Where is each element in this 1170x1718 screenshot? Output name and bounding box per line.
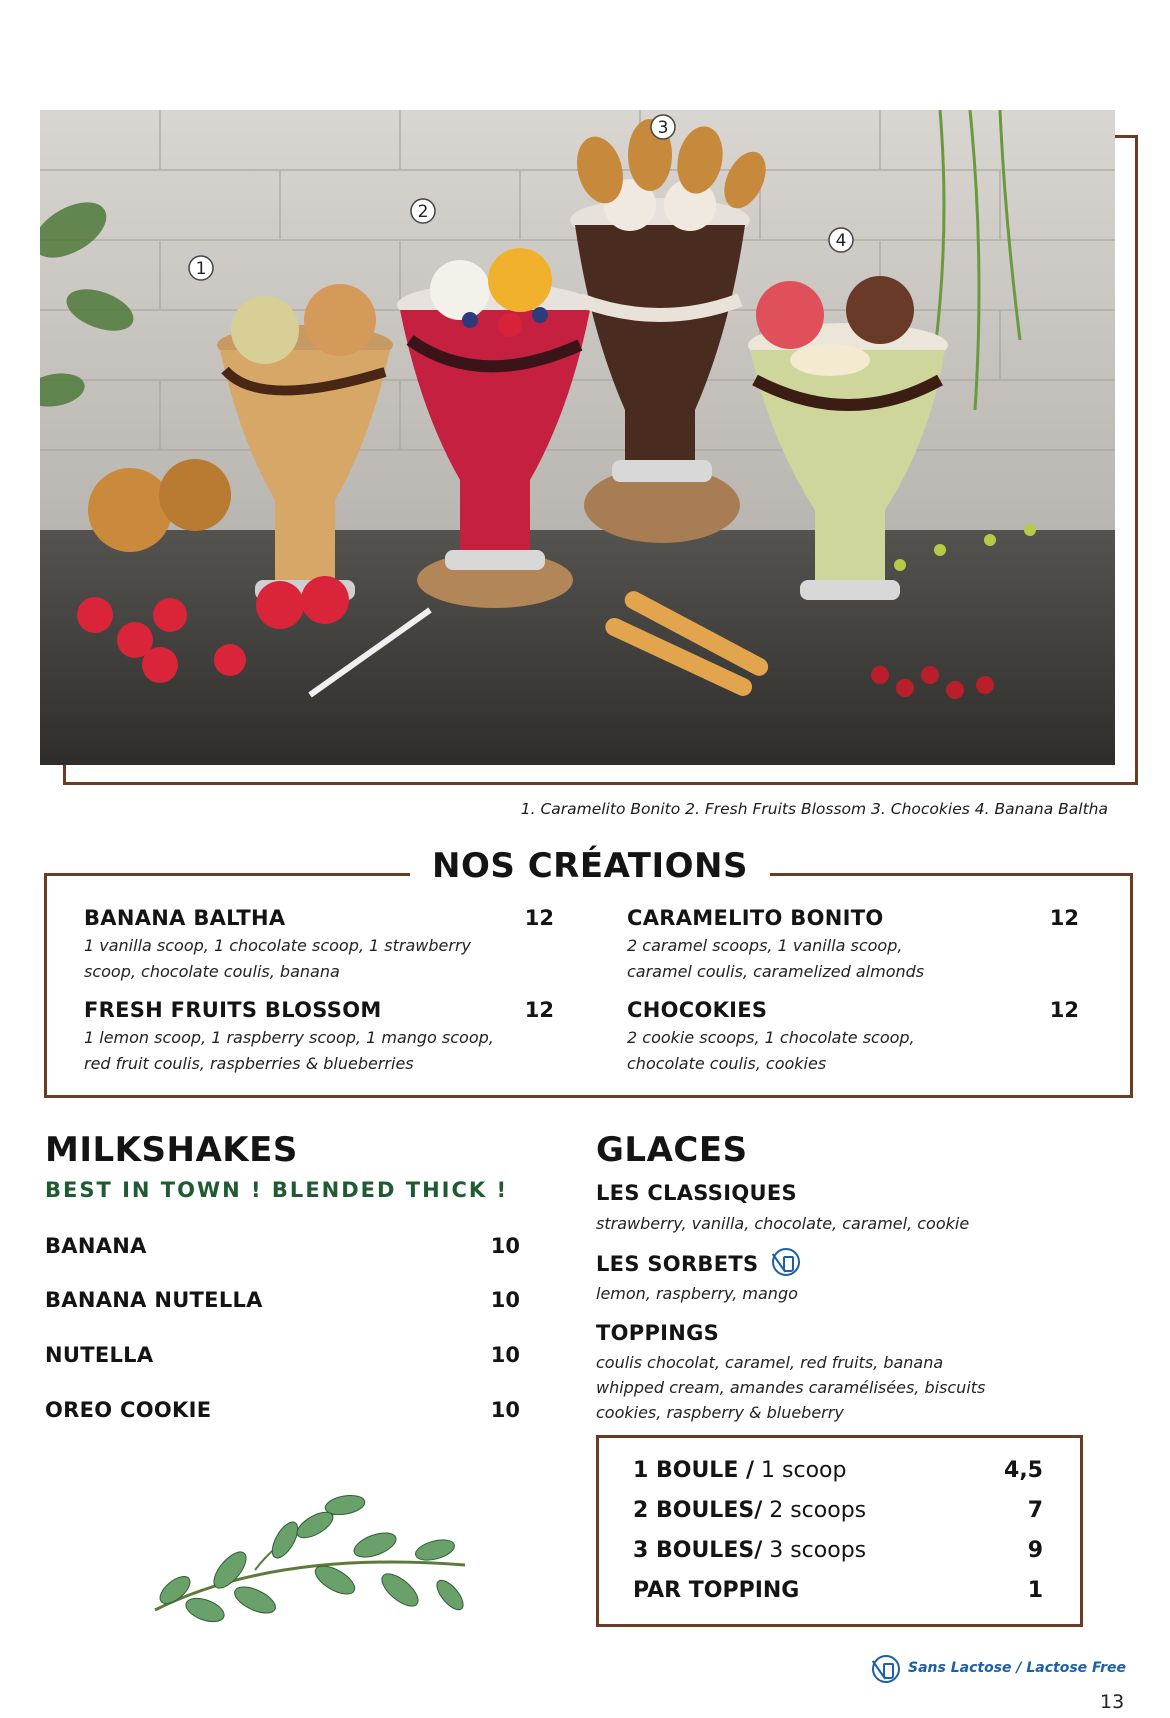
- dish-name: CARAMELITO BONITO: [627, 906, 884, 930]
- row-price: 9: [1027, 1538, 1043, 1563]
- milkshakes-title: MILKSHAKES: [45, 1130, 298, 1170]
- item-price: 10: [490, 1343, 520, 1367]
- dish-desc: [84, 1025, 554, 1077]
- classiques-desc: strawberry, vanilla, chocolate, caramel, cookie: [596, 1214, 970, 1233]
- dish-price: 12: [1049, 906, 1079, 930]
- dish-name: BANANA BALTHA: [84, 906, 286, 930]
- badge-1: 1: [195, 259, 207, 279]
- dish-price: 12: [524, 998, 554, 1022]
- dish-name: FRESH FRUITS BLOSSOM: [84, 998, 382, 1022]
- page-number: 13: [1100, 1691, 1125, 1713]
- item-price: 10: [490, 1398, 520, 1422]
- item-name: BANANA: [45, 1234, 147, 1258]
- row-price: 1: [1027, 1578, 1043, 1603]
- price-row-2-scoops: [633, 1498, 1043, 1528]
- row-label-bold: 3 BOULES/: [633, 1538, 763, 1563]
- row-price: 4,5: [1004, 1458, 1043, 1483]
- item-name: OREO COOKIE: [45, 1398, 212, 1422]
- dish-chocokies: [627, 998, 1079, 1077]
- item-price: 10: [490, 1288, 520, 1312]
- dish-desc-line: scoop, chocolate coulis, banana: [84, 962, 340, 981]
- milkshakes-slogan: BEST IN TOWN ! BLENDED THICK !: [45, 1178, 509, 1202]
- dish-desc-line: 2 cookie scoops, 1 chocolate scoop,: [627, 1028, 915, 1047]
- toppings-line: cookies, raspberry & blueberry: [596, 1403, 844, 1422]
- row-label-bold: PAR TOPPING: [633, 1578, 800, 1603]
- row-label-regular: 1 scoop: [754, 1458, 847, 1483]
- creations-title: NOS CRÉATIONS: [410, 846, 770, 886]
- lactose-free-icon: [772, 1248, 800, 1276]
- item-name: BANANA NUTELLA: [45, 1288, 263, 1312]
- row-label-bold: 1 BOULE /: [633, 1458, 755, 1483]
- badge-3: 3: [657, 118, 669, 138]
- dish-desc: [627, 933, 1079, 985]
- item-price: 10: [490, 1234, 520, 1258]
- dish-desc-line: red fruit coulis, raspberries & blueberries: [84, 1054, 414, 1073]
- row-price: 7: [1027, 1498, 1043, 1523]
- price-row-topping: [633, 1578, 1043, 1608]
- dish-fresh-fruits-blossom: [84, 998, 554, 1077]
- dish-desc-line: caramel coulis, caramelized almonds: [627, 962, 925, 981]
- dish-name: CHOCOKIES: [627, 998, 768, 1022]
- hero-photo: [40, 110, 1115, 765]
- sorbets-title: LES SORBETS: [596, 1252, 759, 1276]
- toppings-title: TOPPINGS: [596, 1321, 720, 1345]
- milkshake-nutella: [45, 1343, 520, 1373]
- dish-desc-line: 1 lemon scoop, 1 raspberry scoop, 1 mango scoop,: [84, 1028, 494, 1047]
- lactose-free-note: Sans Lactose / Lactose Free: [908, 1660, 1126, 1676]
- dish-desc-line: 2 caramel scoops, 1 vanilla scoop,: [627, 936, 903, 955]
- dish-price: 12: [1049, 998, 1079, 1022]
- price-row-3-scoops: [633, 1538, 1043, 1568]
- dish-price: 12: [524, 906, 554, 930]
- lactose-free-icon: [872, 1655, 900, 1683]
- leaf-branch-icon: [135, 1470, 480, 1640]
- dish-desc: [84, 933, 554, 985]
- dish-desc-line: chocolate coulis, cookies: [627, 1054, 827, 1073]
- row-label-regular: 3 scoops: [762, 1538, 867, 1563]
- price-row-1-scoop: [633, 1458, 1043, 1488]
- photo-caption: 1. Caramelito Bonito 2. Fresh Fruits Blossom 3. Chocokies 4. Banana Baltha: [520, 800, 1108, 818]
- row-label-regular: 2 scoops: [762, 1498, 867, 1523]
- row-label-bold: 2 BOULES/: [633, 1498, 763, 1523]
- dish-desc-line: 1 vanilla scoop, 1 chocolate scoop, 1 strawberry: [84, 936, 471, 955]
- badge-2: 2: [417, 202, 429, 222]
- milkshake-oreo-cookie: [45, 1398, 520, 1428]
- classiques-title: LES CLASSIQUES: [596, 1181, 797, 1205]
- dish-desc: [627, 1025, 1079, 1077]
- badge-4: 4: [835, 231, 847, 251]
- toppings-desc: [596, 1350, 985, 1425]
- toppings-line: whipped cream, amandes caramélisées, biscuits: [596, 1378, 986, 1397]
- sorbets-desc: lemon, raspberry, mango: [596, 1284, 798, 1303]
- toppings-line: coulis chocolat, caramel, red fruits, banana: [596, 1353, 944, 1372]
- item-name: NUTELLA: [45, 1343, 154, 1367]
- dish-banana-baltha: [84, 906, 554, 985]
- milkshake-banana: [45, 1234, 520, 1264]
- milkshake-banana-nutella: [45, 1288, 520, 1318]
- glaces-title: GLACES: [596, 1130, 748, 1170]
- dish-caramelito-bonito: [627, 906, 1079, 985]
